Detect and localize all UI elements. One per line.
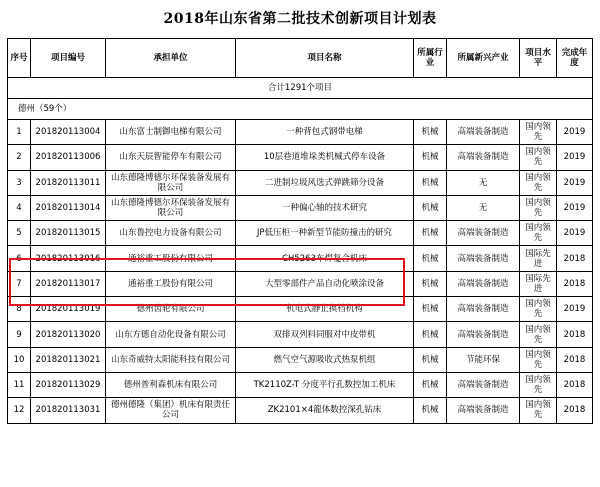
table-row [8,145,593,170]
cell-emerging: 高端装备制造 [447,246,520,271]
table-row [8,120,593,145]
col-header-industry: 所属行业 [414,39,447,78]
cell-industry: 机械 [414,322,447,347]
cell-unit: 通裕重工股份有限公司 [106,271,236,296]
cell-year: 2019 [557,221,593,246]
cell-unit: 德州普利森机床有限公司 [106,372,236,397]
cell-industry: 机械 [414,170,447,195]
cell-year: 2018 [557,347,593,372]
cell-code: 201820113019 [31,297,106,322]
cell-emerging: 无 [447,195,520,220]
cell-emerging: 节能环保 [447,347,520,372]
cell-code: 201820113029 [31,372,106,397]
cell-code: 201820113017 [31,271,106,296]
col-header-unit: 承担单位 [106,39,236,78]
cell-industry: 机械 [414,372,447,397]
cell-code: 201820113014 [31,195,106,220]
cell-level: 国内领先 [520,372,557,397]
cell-code: 201820113011 [31,170,106,195]
cell-name: 燃气空气源吸收式热泵机组 [236,347,414,372]
cell-unit: 山东奇威特太阳能科技有限公司 [106,347,236,372]
col-header-level: 项目水平 [520,39,557,78]
cell-name: 一种背包式钢带电梯 [236,120,414,145]
cell-index: 6 [8,246,31,271]
table-row [8,372,593,397]
project-table [7,38,593,424]
cell-name: CH5263车焊复合机床 [236,246,414,271]
cell-level: 国内领先 [520,347,557,372]
cell-index: 3 [8,170,31,195]
cell-name: 一种偏心轴的技术研究 [236,195,414,220]
cell-name: ZK2101×4龍体数控深孔钻床 [236,398,414,423]
cell-level: 国际先进 [520,246,557,271]
cell-index: 10 [8,347,31,372]
cell-year: 2018 [557,271,593,296]
cell-code: 201820113020 [31,322,106,347]
cell-index: 1 [8,120,31,145]
cell-index: 7 [8,271,31,296]
cell-name: 二进制垃圾风选式弹跳筛分设备 [236,170,414,195]
cell-industry: 机械 [414,297,447,322]
cell-code: 201820113015 [31,221,106,246]
cell-unit: 山东德隆博德尔环保装备发展有限公司 [106,195,236,220]
cell-emerging: 高端装备制造 [447,398,520,423]
cell-name: TK2110Z-T 分度平行孔数控加工机床 [236,372,414,397]
cell-year: 2019 [557,297,593,322]
table-row [8,170,593,195]
table-row [8,398,593,423]
cell-year: 2019 [557,145,593,170]
cell-emerging: 高端装备制造 [447,297,520,322]
col-header-index: 序号 [8,39,31,78]
cell-emerging: 高端装备制造 [447,372,520,397]
table-row [8,322,593,347]
cell-industry: 机械 [414,221,447,246]
cell-unit: 德州齿轮有限公司 [106,297,236,322]
cell-year: 2018 [557,398,593,423]
col-header-name: 项目名称 [236,39,414,78]
table-row [8,271,593,296]
cell-level: 国内领先 [520,145,557,170]
section-row [8,99,593,120]
cell-name: 大型零部件产品自动化喷涂设备 [236,271,414,296]
cell-unit: 通裕重工股份有限公司 [106,246,236,271]
cell-emerging: 高端装备制造 [447,322,520,347]
cell-index: 11 [8,372,31,397]
cell-industry: 机械 [414,246,447,271]
cell-name: 机电式静止换档机构 [236,297,414,322]
cell-index: 12 [8,398,31,423]
cell-year: 2019 [557,170,593,195]
col-header-code: 项目编号 [31,39,106,78]
cell-level: 国内领先 [520,120,557,145]
cell-year: 2018 [557,246,593,271]
table-row [8,221,593,246]
cell-code: 201820113016 [31,246,106,271]
cell-unit: 山东天辰智能停车有限公司 [106,145,236,170]
cell-level: 国际先进 [520,271,557,296]
cell-level: 国内领先 [520,195,557,220]
cell-level: 国内领先 [520,297,557,322]
cell-unit: 山东鲁控电力设备有限公司 [106,221,236,246]
table-row [8,297,593,322]
cell-year: 2019 [557,120,593,145]
table-row [8,195,593,220]
section-cell: 德州（59个） [8,99,593,120]
cell-emerging: 高端装备制造 [447,120,520,145]
cell-code: 201820113004 [31,120,106,145]
col-header-year: 完成年度 [557,39,593,78]
cell-emerging: 高端装备制造 [447,221,520,246]
cell-name: 10层巷道堆垛类机械式停车设备 [236,145,414,170]
cell-industry: 机械 [414,271,447,296]
cell-level: 国内领先 [520,170,557,195]
cell-index: 5 [8,221,31,246]
cell-code: 201820113021 [31,347,106,372]
header-row [8,39,593,78]
table-row [8,347,593,372]
table-row [8,246,593,271]
cell-industry: 机械 [414,145,447,170]
cell-year: 2018 [557,322,593,347]
cell-unit: 山东德隆博德尔环保装备发展有限公司 [106,170,236,195]
cell-code: 201820113006 [31,145,106,170]
page-title: 2018年山东省第二批技术创新项目计划表 [163,11,437,27]
summary-row [8,78,593,99]
cell-code: 201820113031 [31,398,106,423]
cell-unit: 山东方德自动化设备有限公司 [106,322,236,347]
cell-name: JP低压柜一种新型节能防撞击的研究 [236,221,414,246]
cell-unit: 山东富士制御电梯有限公司 [106,120,236,145]
cell-name: 双排双列料同服对中皮带机 [236,322,414,347]
cell-year: 2018 [557,372,593,397]
cell-industry: 机械 [414,398,447,423]
cell-index: 9 [8,322,31,347]
cell-index: 8 [8,297,31,322]
summary-cell: 合计1291个项目 [8,78,593,99]
cell-industry: 机械 [414,120,447,145]
cell-level: 国内领先 [520,221,557,246]
cell-year: 2019 [557,195,593,220]
cell-industry: 机械 [414,195,447,220]
cell-level: 国内领先 [520,398,557,423]
cell-emerging: 高端装备制造 [447,145,520,170]
cell-emerging: 高端装备制造 [447,271,520,296]
cell-emerging: 无 [447,170,520,195]
cell-index: 4 [8,195,31,220]
cell-index: 2 [8,145,31,170]
cell-level: 国内领先 [520,322,557,347]
cell-industry: 机械 [414,347,447,372]
cell-unit: 德州德隆（集团）机床有限责任公司 [106,398,236,423]
col-header-emerging: 所属新兴产业 [447,39,520,78]
